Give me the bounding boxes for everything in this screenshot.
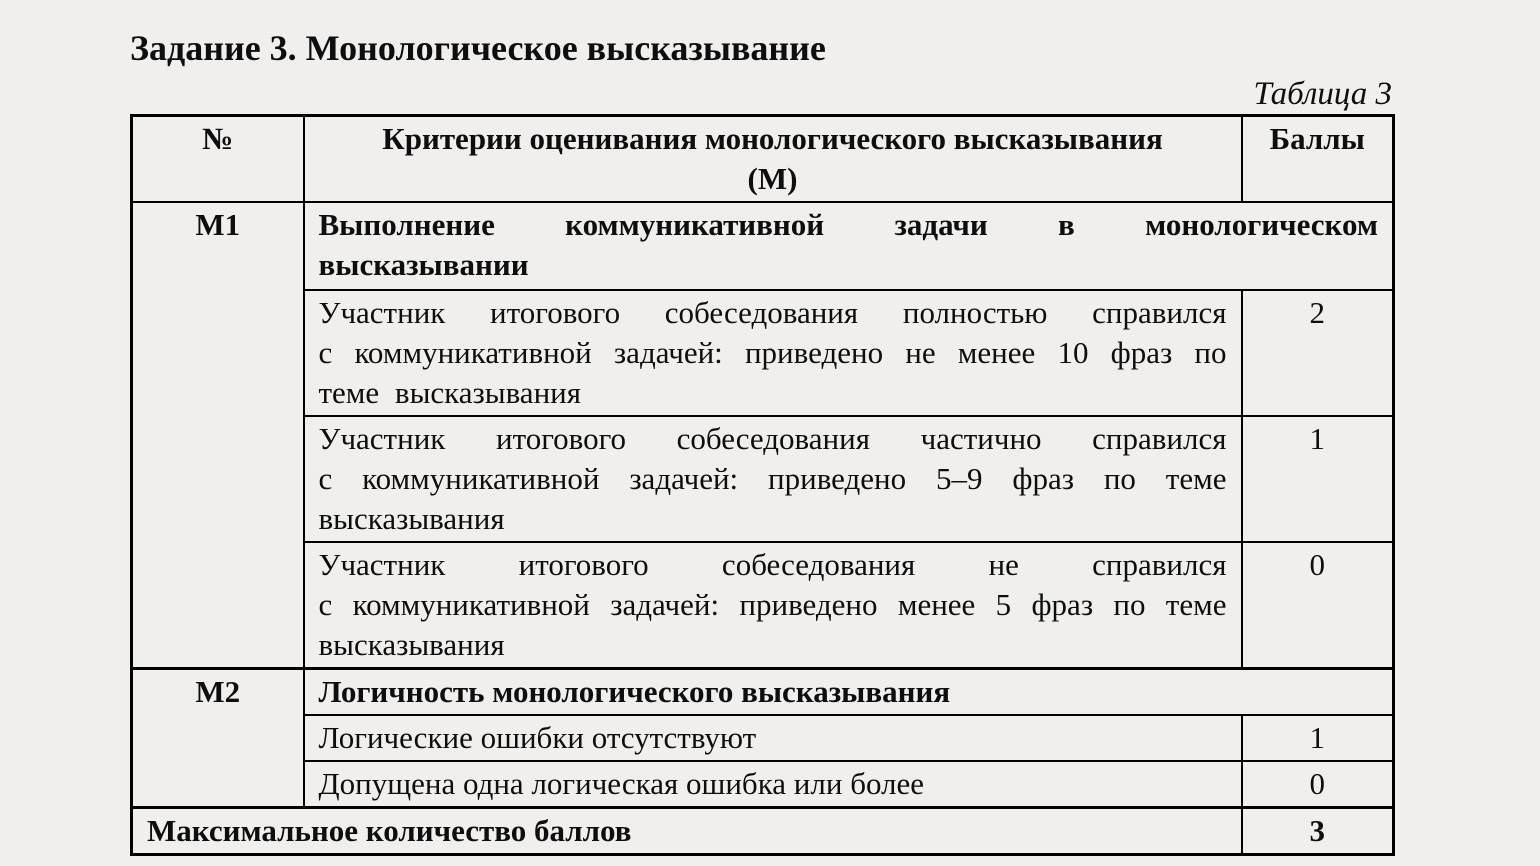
points-value: 0 [1242,542,1394,669]
max-points-value: 3 [1242,808,1394,855]
criteria-table [130,114,1395,856]
criterion-row [132,416,1394,542]
section-num-m2: М2 [132,669,304,808]
section-m2-title-row [132,669,1394,716]
table-caption: Таблица 3 [1253,76,1392,112]
points-value: 2 [1242,290,1394,416]
content-area [130,26,1392,856]
section-title-m1: Выполнение коммуникативной задачи в монологическом высказывании [304,202,1394,290]
criterion-text: Участник итогового собеседования не справился с коммуникативной задачей: приведено менее 5 фраз по теме высказывания [304,542,1242,669]
header-criteria-text: Критерии оценивания монологического высказывания (М) [382,121,1163,196]
header-num: № [132,116,304,203]
points-value: 1 [1242,416,1394,542]
max-points-row [132,808,1394,855]
header-points: Баллы [1242,116,1394,203]
criterion-text: Участник итогового собеседования полностью справился с коммуникативной задачей: приведено не менее 10 фраз по теме высказывания [304,290,1242,416]
criterion-text: Допущена одна логическая ошибка или более [304,761,1242,808]
criterion-row [132,761,1394,808]
criterion-row [132,290,1394,416]
section-m1-title-row [132,202,1394,290]
page-title: Задание 3. Монологическое высказывание [130,28,826,68]
points-value: 0 [1242,761,1394,808]
section-num-m1: М1 [132,202,304,669]
criterion-row [132,715,1394,761]
points-value: 1 [1242,715,1394,761]
criterion-text: Участник итогового собеседования частично справился с коммуникативной задачей: приведено 5–9 фраз по теме высказывания [304,416,1242,542]
table-header-row [132,116,1394,203]
section-title-m2: Логичность монологического высказывания [304,669,1394,716]
header-criteria [304,116,1242,203]
criterion-text: Логические ошибки отсутствуют [304,715,1242,761]
max-points-label: Максимальное количество баллов [132,808,1242,855]
criterion-row [132,542,1394,669]
